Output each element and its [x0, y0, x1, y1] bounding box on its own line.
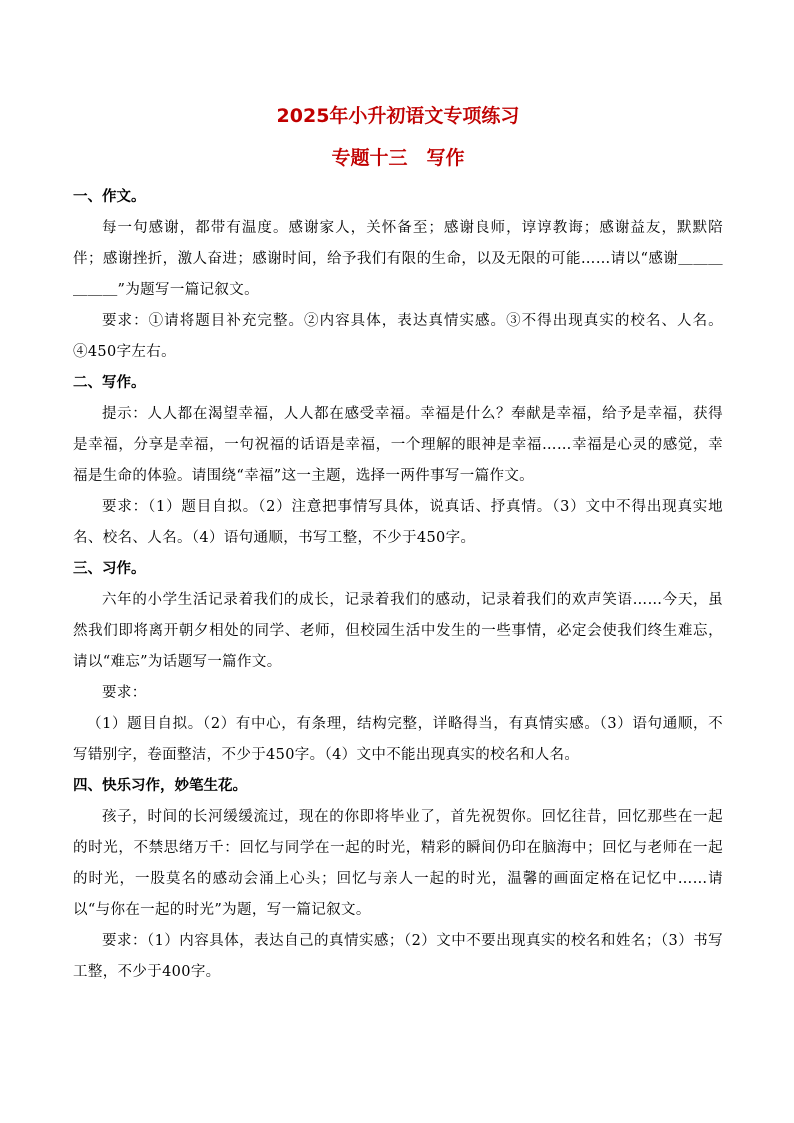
requirements-paragraph: 要求：（1）内容具体，表达自己的真情实感；（2）文中不要出现真实的校名和姓名；（3）书写工整，不少于400字。 [73, 933, 723, 980]
document-subtitle: 专题十三 写作 [331, 147, 465, 169]
prompt-paragraph: 每一句感谢，都带有温度。感谢家人，关怀备至；感谢良师，谆谆教诲；感谢益友，默默陪伴；感谢挫折，激人奋进；感谢时间，给予我们有限的生命，以及无限的可能……请以“感谢＿＿＿＿＿＿”为题写一篇记叙文。 [73, 220, 723, 298]
section-heading: 四、快乐习作，妙笔生花。 [73, 778, 247, 794]
document-title: 2025年小升初语文专项练习 [276, 105, 520, 127]
prompt-paragraph: 六年的小学生活记录着我们的成长，记录着我们的感动，记录着我们的欢声笑语……今天，虽然我们即将离开朝夕相处的同学、老师，但校园生活中发生的一些事情，必定会使我们终生难忘，请以“难忘”为话题写一篇作文。 [73, 592, 723, 670]
requirements-paragraph: 要求：①请将题目补充完整。②内容具体，表达真情实感。③不得出现真实的校名、人名。④450字左右。 [73, 313, 723, 360]
section-heading: 二、写作。 [73, 375, 146, 391]
section-3 [73, 554, 723, 771]
requirements-label: 要求： [102, 685, 147, 701]
requirements-paragraph: 要求：（1）题目自拟。（2）注意把事情写具体，说真话、抒真情。（3）文中不得出现真实地名、校名、人名。（4）语句通顺，书写工整，不少于450字。 [73, 499, 723, 546]
section-2 [73, 368, 723, 554]
requirements-paragraph: （1）题目自拟。（2）有中心，有条理，结构完整，详略得当，有真情实感。（3）语句通顺，不写错别字，卷面整洁，不少于450字。（4）文中不能出现真实的校名和人名。 [73, 716, 723, 763]
section-heading: 一、作文。 [73, 189, 146, 205]
section-4 [73, 771, 723, 988]
section-heading: 三、习作。 [73, 561, 146, 577]
section-1 [73, 182, 723, 368]
prompt-paragraph: 提示：人人都在渴望幸福，人人都在感受幸福。幸福是什么？奉献是幸福，给予是幸福，获得是幸福，分享是幸福，一句祝福的话语是幸福，一个理解的眼神是幸福……幸福是心灵的感觉，幸福是生命的体验。请围绕“幸福”这一主题，选择一两件事写一篇作文。 [73, 406, 723, 484]
document-page [73, 100, 723, 988]
prompt-paragraph: 孩子，时间的长河缓缓流过，现在的你即将毕业了，首先祝贺你。回忆往昔，回忆那些在一起的时光，不禁思绪万千：回忆与同学在一起的时光，精彩的瞬间仍印在脑海中；回忆与老师在一起的时光，一股莫名的感动会涌上心头；回忆与亲人一起的时光，温馨的画面定格在记忆中……请以“与你在一起的时光”为题，写一篇记叙文。 [73, 809, 723, 918]
